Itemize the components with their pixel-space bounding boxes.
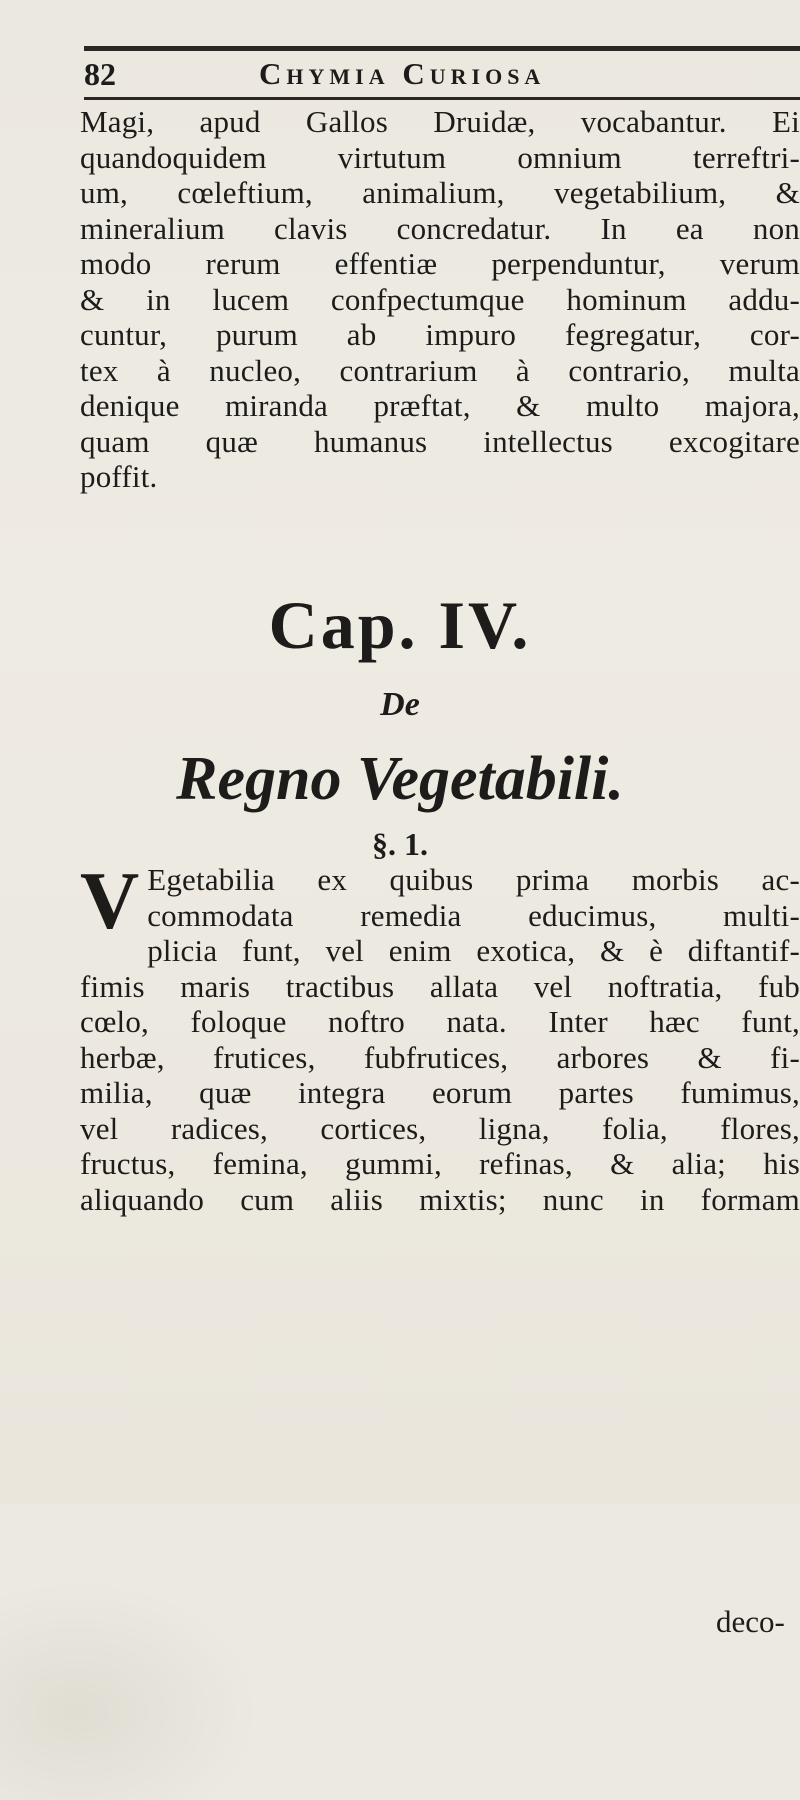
catchword: deco- bbox=[716, 1604, 785, 1639]
header-rule bbox=[84, 97, 800, 100]
text-line: & in lucem confpectumque hominum addu- bbox=[80, 281, 800, 317]
text-line: modo rerum effentiæ perpenduntur, verum bbox=[80, 246, 800, 281]
text-line: um, cœleftium, animalium, vegetabilium, & bbox=[80, 175, 800, 210]
text-line: Magi, apud Gallos Druidæ, vocabantur. Ei bbox=[80, 104, 800, 139]
text-line: denique miranda præftat, & multo majora, bbox=[80, 388, 800, 423]
text-line: quam quæ humanus intellectus excogitare bbox=[80, 423, 800, 459]
text-line: mineralium clavis concredatur. In ea non bbox=[80, 210, 800, 246]
text-line: quandoquidem virtutum omnium terreftri- bbox=[80, 139, 800, 175]
text-line: vel radices, cortices, ligna, folia, flores, bbox=[80, 1110, 800, 1146]
chapter-subtitle: Regno Vegetabili. bbox=[176, 745, 624, 813]
running-head: Chymia Curiosa bbox=[259, 56, 546, 91]
drop-cap: V bbox=[80, 855, 140, 946]
text-line: milia, quæ integra eorum partes fumimus, bbox=[80, 1075, 800, 1110]
chapter-title: Cap. IV. bbox=[268, 587, 532, 663]
page-header bbox=[84, 56, 800, 96]
text-line: aliquando cum aliis mixtis; nunc in formam bbox=[80, 1181, 800, 1217]
text-line: herbæ, frutices, fubfrutices, arbores & fi- bbox=[80, 1039, 800, 1075]
paragraph-1 bbox=[80, 104, 800, 495]
text-line: cœlo, foloque noftro nata. Inter hæc funt, bbox=[80, 1004, 800, 1039]
text-line: fimis maris tractibus allata vel noftratia, fub bbox=[80, 968, 800, 1004]
text-line: poffit. bbox=[80, 459, 158, 494]
paragraph-2 bbox=[80, 855, 800, 1217]
text-line: tex à nucleo, contrarium à contrario, multa bbox=[80, 352, 800, 388]
text-line: cuntur, purum ab impuro fegregatur, cor- bbox=[80, 317, 800, 352]
chapter-de: De bbox=[380, 686, 420, 723]
text-line: fructus, femina, gummi, refinas, & alia; his bbox=[80, 1146, 800, 1181]
page-number: 82 bbox=[84, 56, 116, 92]
top-rule bbox=[84, 46, 800, 51]
text-line: plicia funt, vel enim exotica, & è diftantif- bbox=[147, 933, 800, 968]
text-line: commodata remedia educimus, multi- bbox=[147, 897, 800, 933]
section-mark: §. 1. bbox=[372, 826, 428, 862]
page-stain bbox=[0, 1580, 260, 1800]
text-line: Egetabilia ex quibus prima morbis ac- bbox=[147, 862, 800, 897]
